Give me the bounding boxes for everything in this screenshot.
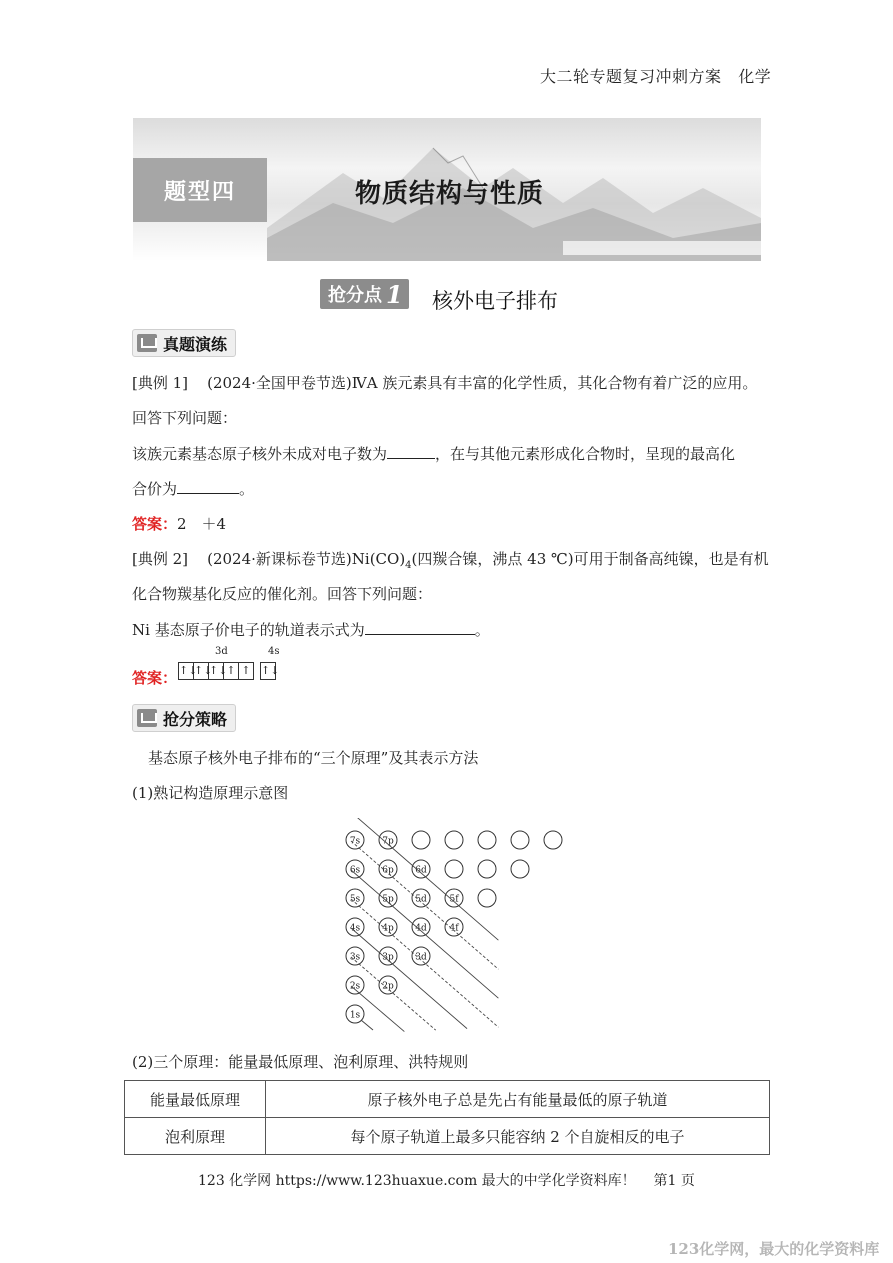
footer-text: 123 化学网 https://www.123huaxue.com 最大的中学化学资料库！ [198,1173,636,1189]
example2-q-end: 。 [474,621,490,639]
example1-label: [典例 1] [132,374,189,392]
example1-source: (2024·全国甲卷节选) [207,374,352,392]
orbital-label: 3s [349,952,361,963]
orbital-diagram [178,646,280,680]
orbital-label: 6p [382,865,394,876]
orbital-circle [511,860,529,878]
principle-name: 能量最低原理 [125,1081,266,1118]
example2-answer-label: 答案： [132,669,178,687]
orbital-circle [478,889,496,907]
orbital-label: 2p [382,981,394,992]
orbital-circle [412,831,430,849]
orbital-box: ↑↓ [261,664,280,677]
example1-line2: 回答下列问题： [132,409,238,427]
filling-order-arrow [351,870,498,998]
table-row [125,1118,770,1155]
example1-answer-value: 2 ＋4 [177,515,227,533]
orbital-box: ↑↓ [179,664,198,677]
principle-name: 泡利原理 [125,1118,266,1155]
point-number: 1 [386,279,403,309]
point-badge [320,279,409,309]
orbital-circle [445,831,463,849]
section-strategy-heading [132,704,236,732]
footer-page: 第1 页 [653,1173,695,1189]
orbital-box: ↑↓ [194,664,213,677]
watermark: 123化学网，最大的化学资料库 [668,1240,880,1258]
example2-q: Ni 基态原子价电子的轨道表示式为 [132,621,365,639]
book-icon [137,334,157,352]
aufbau-diagram [325,818,575,1038]
page-footer [198,1170,695,1190]
filling-order-arrow [351,928,467,1029]
answer-blank [177,479,239,494]
orbital-circle [511,831,529,849]
section-exam-heading [132,329,236,357]
filling-order-arrow [351,899,498,1027]
strategy-intro: 基态原子核外电子排布的“三个原理”及其表示方法 [148,749,479,767]
arrow-icon [361,1020,373,1030]
orbital-box: ↑↓ [209,664,228,677]
orbital-label-4s: 4s [268,646,280,657]
orbital-circle [445,860,463,878]
orbital-circle [478,831,496,849]
orbital-3d-boxes [178,662,254,680]
example1-answer [132,514,226,534]
strategy-item1: (1)熟记构造原理示意图 [132,784,289,802]
section-exam-label: 真题演练 [163,334,228,354]
orbital-label: 6s [349,865,361,876]
example1-stem: ⅣA 族元素具有丰富的化学性质，其化合物有着广泛的应用。 [351,374,758,392]
example2-formula-sub: 4 [405,560,412,571]
point-title: 核外电子排布 [432,289,558,313]
orbital-label: 4p [382,923,394,934]
orbital-label: 7p [382,836,394,847]
orbital-label: 6d [415,865,427,876]
banner-tag: 题型四 [133,158,267,222]
principle-desc: 每个原子轨道上最多只能容纳 2 个自旋相反的电子 [266,1118,770,1155]
example2-line2: 化合物羰基化反应的催化剂。回答下列问题： [132,585,433,603]
orbital-label: 5s [349,894,361,905]
example2-question [132,620,490,640]
orbital-label: 2s [349,981,361,992]
example1-q-end: 。 [239,480,255,498]
answer-blank [365,620,475,635]
page-header [540,64,771,87]
orbital-label: 5p [382,894,394,905]
orbital-box: ↑ [224,663,239,679]
section-strategy-label: 抢分策略 [163,709,228,729]
title-banner [133,118,761,261]
example1-q-part2: ，在与其他元素形成化合物时，呈现的最高化 [435,445,736,463]
orbital-label: 3d [415,952,427,963]
table-row [125,1081,770,1118]
orbital-label: 1s [349,1010,361,1021]
example1-q-part1: 该族元素基态原子核外未成对电子数为 [132,445,388,463]
orbital-label-3d: 3d [215,646,228,657]
example1-question [132,444,735,464]
orbital-label: 4f [449,923,459,934]
header-subject: 化学 [738,67,772,86]
orbital-label: 7s [349,836,361,847]
example2-stem: (四羰合镍，沸点 43 ℃)可用于制备高纯镍，也是有机 [411,550,769,568]
answer-blank [387,444,435,459]
example2-formula: Ni(CO) [351,550,406,568]
orbital-label: 3p [382,952,394,963]
strategy-item2: (2)三个原理：能量最低原理、泡利原理、洪特规则 [132,1053,469,1071]
orbital-label: 5f [449,894,459,905]
point-badge-label: 抢分点 [328,285,382,306]
orbital-circle [544,831,562,849]
banner-title: 物质结构与性质 [355,179,545,209]
orbital-circle [478,860,496,878]
filling-order-arrow [351,957,436,1030]
example1-line1 [132,373,757,393]
principles-table [124,1080,770,1155]
principle-desc: 原子核外电子总是先占有能量最低的原子轨道 [266,1081,770,1118]
answer-label: 答案： [132,515,178,533]
example2-source: (2024·新课标卷节选) [207,550,352,568]
example2-label: [典例 2] [132,550,189,568]
orbital-box: ↑ [241,664,251,677]
example1-question-line2 [132,479,254,499]
header-series: 大二轮专题复习冲刺方案 [540,67,722,86]
orbital-label: 4d [415,923,427,934]
book-icon [137,709,157,727]
orbital-label: 4s [349,923,361,934]
orbital-label: 5d [415,894,427,905]
orbital-4s-boxes [260,662,280,680]
example2-line1 [132,549,769,576]
example1-q-line2: 合价为 [132,480,178,498]
